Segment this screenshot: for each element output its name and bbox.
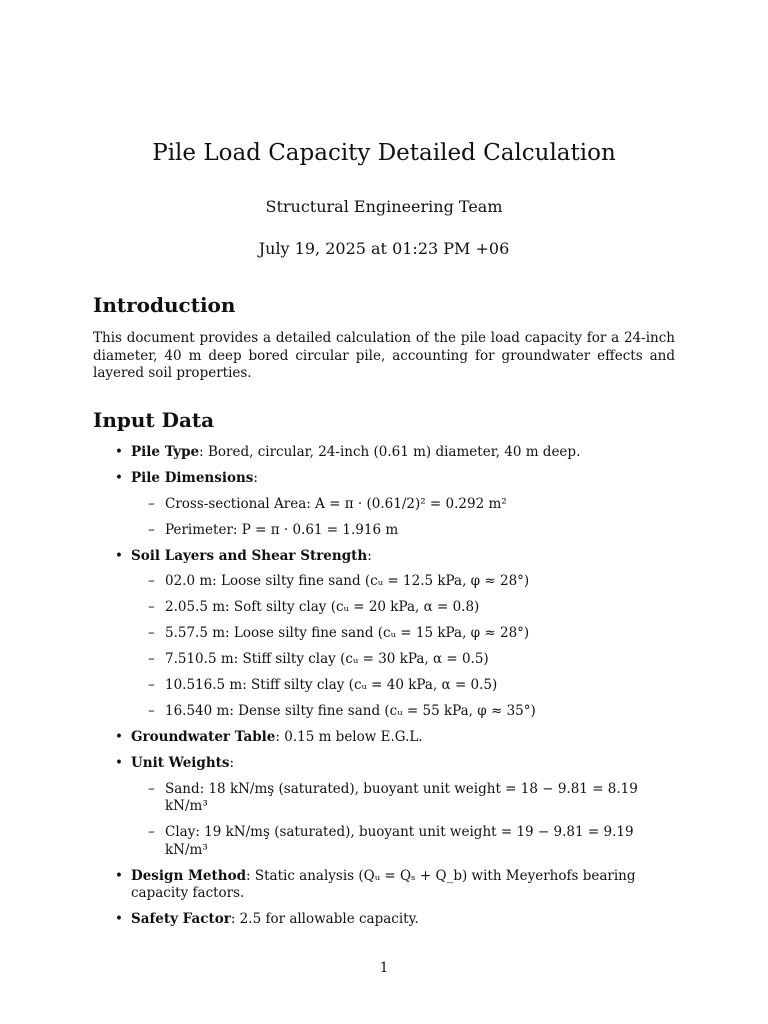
list-item-safety-factor: [93, 911, 675, 929]
sublist-item-perimeter: – Perimeter: P = π · 0.61 = 1.916 m: [131, 522, 675, 540]
soil-layer-item: – 2.05.5 m: Soft silty clay (cᵤ = 20 kPa, α = 0.8): [131, 599, 675, 617]
soil-layers-label: Soil Layers and Shear Strength: [131, 547, 368, 564]
safety-factor-label: Safety Factor: [131, 911, 231, 927]
soil-layer-item: – 5.57.5 m: Loose silty fine sand (cᵤ = 15 kPa, φ ≈ 28°): [131, 625, 675, 643]
unit-weights-label: Unit Weights: [131, 755, 230, 771]
document-date: July 19, 2025 at 01:23 PM +06: [258, 239, 510, 258]
pile-dimensions-suffix: :: [253, 470, 258, 486]
groundwater-label: Groundwater Table: [131, 729, 276, 745]
document-page: [93, 0, 675, 1024]
soil-layer-item: – 10.516.5 m: Stiff silty clay (cᵤ = 40 kPa, α = 0.5): [131, 677, 675, 695]
soil-layer-item: – 16.540 m: Dense silty fine sand (cᵤ = 55 kPa, φ ≈ 35°): [131, 703, 675, 721]
pile-dimensions-label: Pile Dimensions: [131, 470, 254, 486]
list-item-design-method: [93, 868, 675, 903]
page-number: 1: [379, 960, 389, 976]
document-title: Pile Load Capacity Detailed Calculation: [152, 140, 616, 166]
list-item-unit-weights: [93, 755, 675, 859]
safety-factor-text: : 2.5 for allowable capacity.: [230, 911, 419, 927]
section-heading-introduction: Introduction: [93, 293, 236, 317]
pile-type-label: Pile Type: [131, 444, 200, 460]
groundwater-text: : 0.15 m below E.G.L.: [275, 729, 423, 745]
soil-layers-suffix: :: [367, 547, 372, 564]
list-item-soil-layers: [93, 548, 675, 721]
design-method-label: Design Method: [131, 867, 247, 884]
list-item-pile-dimensions: [93, 470, 675, 539]
list-item-pile-type: [93, 444, 675, 462]
unit-weights-suffix: :: [229, 755, 235, 771]
input-data-list: [93, 444, 675, 937]
section-heading-input-data: Input Data: [93, 408, 215, 432]
list-item-groundwater: [93, 729, 675, 747]
soil-layers-sublist: [131, 573, 675, 721]
soil-layer-item: – 02.0 m: Loose silty fine sand (cᵤ = 12.5 kPa, φ ≈ 28°): [131, 573, 675, 591]
pile-dimensions-sublist: [131, 496, 675, 540]
sublist-item-sand: – Sand: 18 kN/mş (saturated), buoyant unit weight = 18 − 9.81 = 8.19 kN/m³: [131, 781, 675, 816]
document-author: Structural Engineering Team: [265, 197, 503, 216]
unit-weights-sublist: [131, 781, 675, 860]
soil-layer-item: – 7.510.5 m: Stiff silty clay (cᵤ = 30 kPa, α = 0.5): [131, 651, 675, 669]
sublist-item-area: – Cross-sectional Area: A = π · (0.61/2)² = 0.292 m²: [131, 496, 675, 514]
sublist-item-clay: – Clay: 19 kN/mş (saturated), buoyant unit weight = 19 − 9.81 = 9.19 kN/m³: [131, 824, 675, 859]
pile-type-text: : Bored, circular, 24-inch (0.61 m) diameter, 40 m deep.: [199, 444, 581, 460]
design-method-text: : Static analysis (Qᵤ = Qₛ + Q_b) with Meyerhofs bearing capacity factors.: [131, 867, 636, 901]
introduction-paragraph: This document provides a detailed calculation of the pile load capacity for a 24-inch diameter, 40 m deep bored circular pile, accounting for groundwater effects and layered soil properties.: [93, 330, 675, 381]
